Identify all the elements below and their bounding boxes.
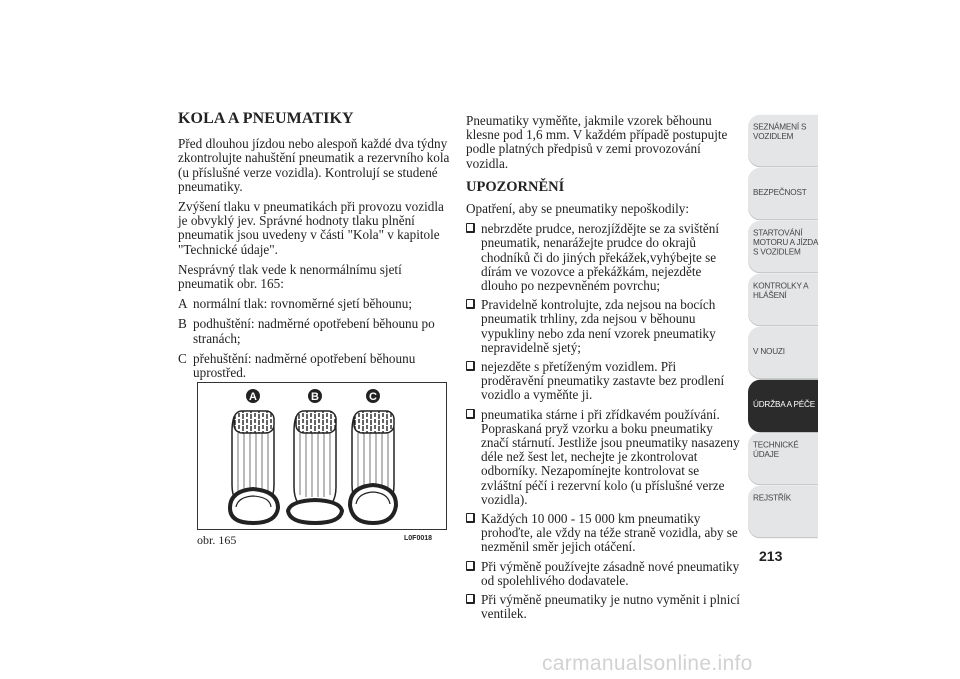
tab-seznameni[interactable] bbox=[748, 115, 818, 168]
warning-title: UPOZORNĚNÍ bbox=[466, 178, 565, 195]
bullet-text: nejezděte s přetíženým vozidlem. Při proděravění pneumatiky zastavte bez prodlení vozidlo a vyměňte ji. bbox=[481, 359, 725, 403]
checkbox-bullet-icon bbox=[466, 409, 475, 419]
tab-kontrolky[interactable] bbox=[748, 274, 818, 327]
left-column bbox=[178, 112, 450, 386]
tire-wear-figure bbox=[197, 382, 447, 530]
bullet-text: nebrzděte prudce, nerozjíždějte se za svištění pneumatik, nenarážejte prudce do okrajů chodníků či do jiných překážek,vyhýbejte se dírám ve vozovce a překážkám, nejezděte dlouho po nezpevněném povrchu; bbox=[481, 221, 719, 294]
checkbox-bullet-icon bbox=[466, 513, 475, 523]
figure-label-a: A bbox=[249, 391, 257, 403]
tab-technicke-udaje[interactable] bbox=[748, 433, 818, 486]
tab-label: KONTROLKY A HLÁŠENÍ bbox=[753, 281, 808, 300]
section-title: KOLA A PNEUMATIKY bbox=[178, 110, 354, 127]
tab-bezpecnost[interactable] bbox=[748, 168, 818, 221]
warning-bullet bbox=[466, 298, 740, 355]
figure-label-b: B bbox=[311, 391, 319, 403]
tire-c-icon bbox=[350, 389, 396, 523]
checkbox-bullet-icon bbox=[466, 223, 475, 233]
tab-rejstrik[interactable] bbox=[748, 486, 818, 539]
bullet-text: pneumatika stárne i při zřídkavém používání. Popraskaná pryž vzorku a boku pneumatiky značí stárnutí. Jestliže jsou pneumatiky nasazeny déle než šest let, nechejte je zkontrolovat odborníky. Nezapomínejte kontrolovat se zvláštní péčí i rezervní kolo (u příslušné verze vozidla). bbox=[481, 406, 740, 507]
list-item-b bbox=[178, 317, 450, 345]
tab-startovani[interactable] bbox=[748, 221, 818, 274]
paragraph: Zvýšení tlaku v pneumatikách při provozu vozidla je obvyklý jev. Správné hodnoty tlaku plnění pneumatik jsou uvedeny v části "Kola" v kapitole "Technické údaje". bbox=[178, 199, 444, 257]
tab-label: BEZPEČNOST bbox=[753, 187, 807, 198]
tab-label: REJSTŘÍK bbox=[753, 493, 791, 503]
tire-a-icon bbox=[230, 389, 278, 523]
item-text: přehuštění: nadměrné opotřebení běhounu uprostřed. bbox=[193, 350, 416, 381]
bullet-text: Při výměně používejte zásadně nové pneumatiky od spolehlivého dodavatele. bbox=[481, 558, 740, 588]
right-column bbox=[466, 114, 740, 627]
warning-bullet bbox=[466, 222, 740, 293]
item-marker: A bbox=[178, 296, 188, 312]
paragraph: Nesprávný tlak vede k nenormálnímu sjetí pneumatik obr. 165: bbox=[178, 261, 402, 292]
tab-label: V NOUZI bbox=[753, 346, 785, 357]
chapter-tabs bbox=[748, 116, 818, 540]
figure-caption: obr. 165 bbox=[197, 533, 237, 547]
list-item-a bbox=[178, 297, 450, 311]
bullet-text: Při výměně pneumatiky je nutno vyměnit i plnicí ventilek. bbox=[481, 592, 740, 622]
item-text: normální tlak: rovnoměrné sjetí běhounu; bbox=[193, 296, 413, 312]
item-marker: B bbox=[178, 316, 187, 332]
checkbox-bullet-icon bbox=[466, 299, 475, 309]
page-number: 213 bbox=[759, 548, 783, 564]
intro-paragraph: Pneumatiky vyměňte, jakmile vzorek běhounu klesne pod 1,6 mm. V každém případě postupujte podle platných předpisů v zemi provozování vozidla. bbox=[466, 113, 728, 171]
item-marker: C bbox=[178, 350, 187, 366]
watermark: carmanualsonline.info bbox=[542, 652, 753, 675]
warning-bullet bbox=[466, 560, 740, 588]
tab-label: STARTOVÁNÍ MOTORU A JÍZDA S VOZIDLEM bbox=[753, 228, 818, 257]
paragraph: Před dlouhou jízdou nebo alespoň každé dva týdny zkontrolujte nahuštění pneumatik a rezervního kola (u příslušné verze vozidla). Kontrolují se studené pneumatiky. bbox=[178, 136, 450, 194]
warning-bullet bbox=[466, 360, 740, 403]
checkbox-bullet-icon bbox=[466, 594, 475, 604]
checkbox-bullet-icon bbox=[466, 561, 475, 571]
warning-bullet bbox=[466, 512, 740, 555]
tab-udrzba[interactable] bbox=[748, 380, 818, 433]
list-item-c bbox=[178, 352, 450, 380]
tab-label: ÚDRŽBA A PÉČE bbox=[753, 399, 816, 410]
figure-label-c: C bbox=[369, 391, 377, 403]
warning-lead: Opatření, aby se pneumatiky nepoškodily: bbox=[466, 201, 690, 217]
tab-label: TECHNICKÉ ÚDAJE bbox=[753, 440, 799, 459]
item-text: podhuštění: nadměrné opotřebení běhounu po stranách; bbox=[193, 316, 435, 346]
bullet-text: Každých 10 000 - 15 000 km pneumatiky prohoďte, ale vždy na téže straně vozidla, aby se nezměnil směr jejich otáčení. bbox=[481, 511, 738, 555]
bullet-text: Pravidelně kontrolujte, zda nejsou na bocích pneumatik trhliny, zda nejsou v běhounu vypukliny nebo zda není vzorek pneumatiky nepravidelně sjetý; bbox=[481, 297, 716, 355]
tire-b-icon bbox=[288, 389, 342, 523]
tire-illustration bbox=[198, 383, 446, 529]
warning-bullet bbox=[466, 408, 740, 507]
checkbox-bullet-icon bbox=[466, 361, 475, 371]
tab-v-nouzi[interactable] bbox=[748, 327, 818, 380]
tab-label: SEZNÁMENÍ S VOZIDLEM bbox=[753, 122, 807, 141]
warning-bullet bbox=[466, 593, 740, 621]
figure-code: L0F0018 bbox=[404, 535, 433, 542]
